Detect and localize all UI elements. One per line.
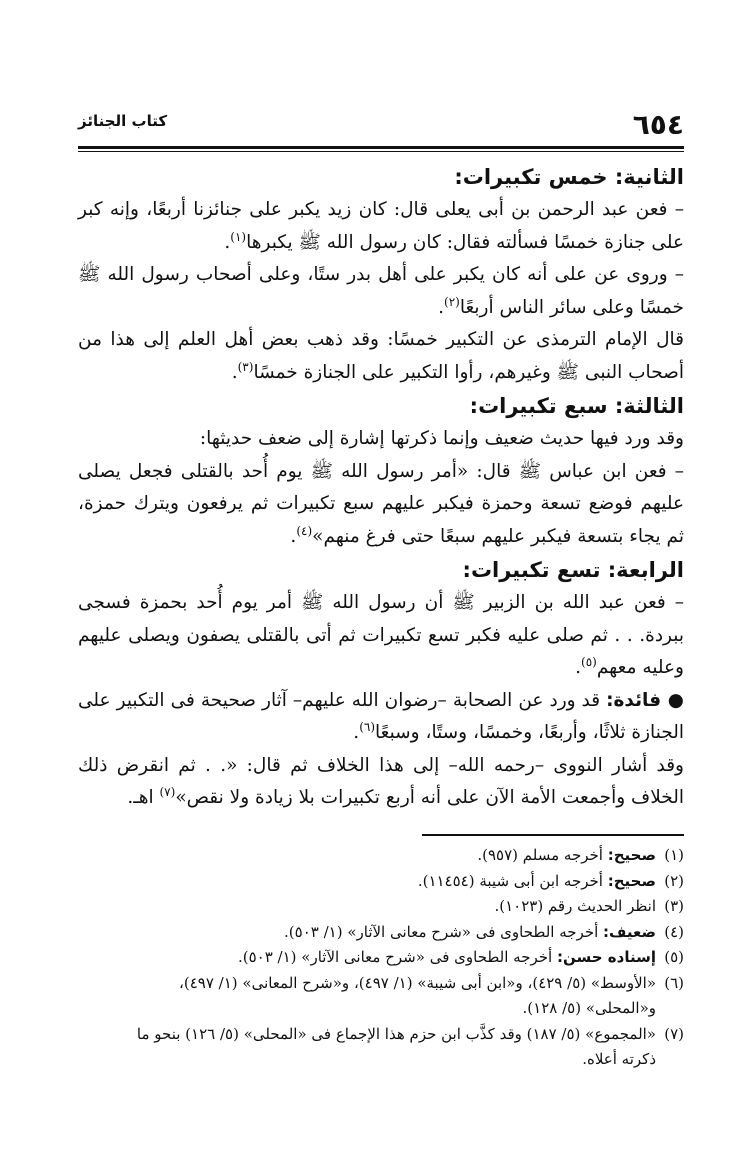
footnote: (٦)«الأوسط» (٥/ ٤٢٩)، و«ابن أبى شيبة» (١/ ٤٩٧)، و«شرح المعانى» (١/ ٤٩٧)، [179, 973, 684, 992]
running-title: كتاب الجنائز [78, 112, 168, 130]
section-heading-five: الثانية: خمس تكبيرات: [454, 165, 684, 189]
footnote: (١)صحيح: أخرجه مسلم (٩٥٧). [477, 846, 684, 864]
footnote-ref[interactable]: (٧) [159, 784, 176, 799]
benefit-note: ● فائدة: قد ورد عن الصحابة –رضوان الله عليهم– آثار صحيحة فى التكبير على الجنازة ثلاثًا، وأربعًا، وخمسًا، وستًا، وسبعًا$^{(٦)}$. [78, 689, 684, 743]
paragraph: – فعن عبد الله بن الزبير ﷺ أن رسول الله ﷺ أمر يوم أُحد بحمزة فسجى ببردة. . . ثم صلى عليه فكبر تسع تكبيرات ثم أتى بالقتلى يصفون ويصلى عليهم وعليه معهم$^{(٥)}$. [78, 592, 684, 678]
footnotes [78, 843, 684, 1073]
page-number: ٦٥٤ [632, 108, 684, 141]
footnote-continuation: و«المحلى» (٥/ ١٢٨). [522, 999, 656, 1017]
footnote: (٥)إسناده حسن: أخرجه الطحاوى فى «شرح معانى الآثار» (١/ ٥٠٣). [237, 948, 684, 966]
paragraph: وقد أشار النووى –رحمه الله– إلى هذا الخلاف ثم قال: «. . ثم انقرض ذلك الخلاف وأجمعت الأمة الآن على أنه أربع تكبيرات بلا زيادة ولا نقص»$^{(٧)}$ اهـ. [78, 754, 684, 808]
paragraph: – وروى عن على أنه كان يكبر على أهل بدر ستًا، وعلى أصحاب رسول الله ﷺ خمسًا وعلى سائر الناس أربعًا$^{(٢)}$. [78, 264, 684, 318]
footnote-continuation: ذكرته أعلاه. [582, 1050, 656, 1068]
footnote: (٤)ضعيف: أخرجه الطحاوى فى «شرح معانى الآثار» (١/ ٥٠٣). [284, 922, 684, 941]
section-heading-seven: الثالثة: سبع تكبيرات: [469, 394, 684, 418]
paragraph: – فعن عبد الرحمن بن أبى يعلى قال: كان زيد يكبر على جنائزنا أربعًا، وإنه كبر على جنازة خمسًا فسألته فقال: كان رسول الله ﷺ يكبرها$^{(١)}$. [78, 199, 684, 253]
footnote-ref[interactable]: (٤) [296, 523, 313, 538]
footnote-ref[interactable]: (١) [230, 229, 247, 244]
footnote-ref[interactable]: (٣) [237, 359, 254, 374]
footnote-ref[interactable]: (٦) [359, 719, 376, 734]
footnote-ref[interactable]: (٥) [581, 654, 597, 669]
footnote: (٧)«المجموع» (٥/ ١٨٧) وقد كذَّب ابن حزم هذا الإجماع فى «المحلى» (٥/ ١٢٦) بنحو ما [136, 1024, 684, 1043]
paragraph: قال الإمام الترمذى عن التكبير خمسًا: وقد ذهب بعض أهل العلم إلى هذا من أصحاب النبى ﷺ وغيرهم، رأوا التكبير على الجنازة خمسًا$^{(٣)}$. [78, 329, 684, 383]
footnote-divider [422, 834, 684, 836]
paragraph: وقد ورد فيها حديث ضعيف وإنما ذكرتها إشارة إلى ضعف حديثها: [199, 428, 684, 449]
header-divider [78, 146, 684, 152]
footnote: (٣)انظر الحديث رقم (١٠٢٣). [494, 897, 684, 915]
section-heading-nine: الرابعة: تسع تكبيرات: [462, 558, 684, 582]
page-header [78, 104, 684, 148]
footnote-ref[interactable]: (٢) [444, 294, 460, 309]
main-text [78, 160, 684, 815]
benefit-label: ● فائدة: [606, 689, 684, 711]
footnote: (٢)صحيح: أخرجه ابن أبى شيبة (١١٤٥٤). [417, 871, 684, 890]
paragraph: – فعن ابن عباس ﷺ قال: «أمر رسول الله ﷺ يوم أُحد بالقتلى فجعل يصلى عليهم فوضع تسعة وحمزة فيكبر عليهم سبع تكبيرات ثم يرفعون ويترك حمزة، ثم يجاء بتسعة فيكبر عليهم سبعًا حتى فرغ منهم»$^{(٤)}$. [78, 460, 684, 547]
